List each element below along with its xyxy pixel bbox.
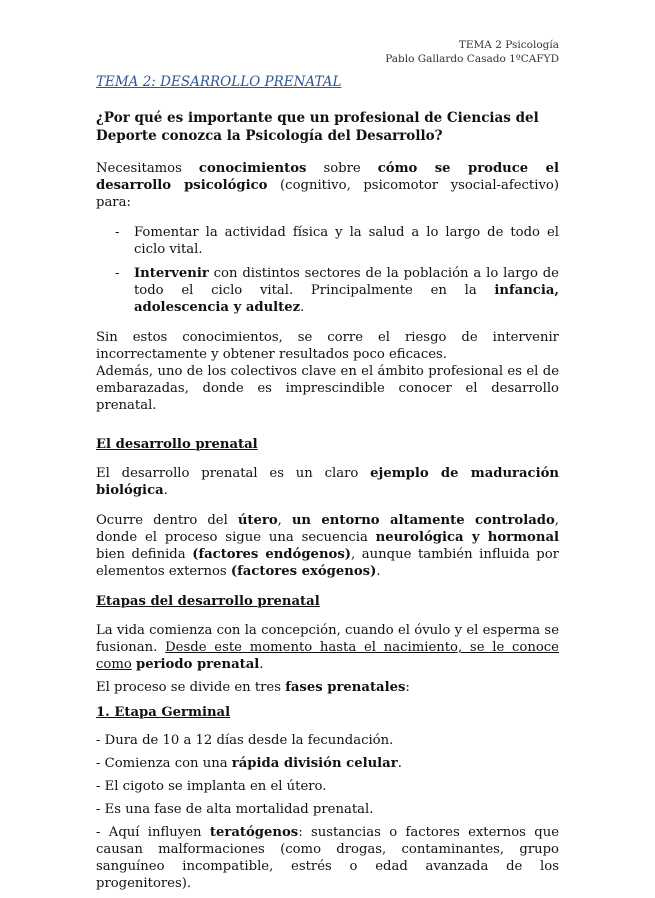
list-item: - Dura de 10 a 12 días desde la fecundación. (96, 733, 394, 748)
maturation-paragraph: El desarrollo prenatal es un claro ejemplo de maduración biológica. (96, 466, 559, 498)
list-item: - El cigoto se implanta en el útero. (96, 779, 327, 794)
intro-paragraph: Necesitamos conocimientos sobre cómo se produce el desarrollo psicológico (cognitivo, psicomotor ysocial-afectivo) para: (96, 161, 559, 210)
intro-question: ¿Por qué es importante que un profesional de Ciencias del Deporte conozca la Psicología del Desarrollo? (96, 110, 539, 144)
purpose-list (115, 224, 559, 316)
page-header (385, 38, 559, 66)
pregnant-paragraph: Además, uno de los colectivos clave en el ámbito profesional es el de embarazadas, donde es imprescindible conocer el desarrollo prenatal. (96, 364, 559, 413)
list-item: - Aquí influyen teratógenos: sustancias o factores externos que causan malformaciones (como drogas, contaminantes, grupo sanguíneo incompatible, estrés o edad avanzada de los progenitores). (96, 825, 559, 891)
header-subject: TEMA 2 Psicología (458, 39, 559, 51)
header-author: Pablo Gallardo Casado 1ºCAFYD (385, 53, 559, 65)
conception-paragraph: La vida comienza con la concepción, cuando el óvulo y el esperma se fusionan. Desde este momento hasta el nacimiento, se le conoce como periodo prenatal. (96, 623, 559, 672)
risk-paragraph: Sin estos conocimientos, se corre el riesgo de intervenir incorrectamente y obtener resultados poco eficaces. (96, 330, 559, 362)
list-item: - Intervenir con distintos sectores de la población a lo largo de todo el ciclo vital. Principalmente en la infancia, adolescencia y adultez. (115, 266, 559, 315)
stage-heading-germinal: 1. Etapa Germinal (96, 705, 231, 720)
document-title: TEMA 2: DESARROLLO PRENATAL (96, 74, 342, 90)
document-body (96, 74, 559, 898)
uterus-paragraph: Ocurre dentro del útero, un entorno altamente controlado, donde el proceso sigue una secuencia neurológica y hormonal bien definida (factores endógenos), aunque también influida por elementos externos (factores exógenos). (96, 513, 559, 579)
section-heading-prenatal: El desarrollo prenatal (96, 437, 258, 452)
phases-paragraph: El proceso se divide en tres fases prenatales: (96, 680, 410, 695)
section-heading-stages: Etapas del desarrollo prenatal (96, 594, 320, 609)
list-item: - Fomentar la actividad física y la salud a lo largo de todo el ciclo vital. (115, 225, 559, 257)
list-item: - Es una fase de alta mortalidad prenatal. (96, 802, 374, 817)
list-item: - Comienza con una rápida división celular. (96, 756, 402, 771)
